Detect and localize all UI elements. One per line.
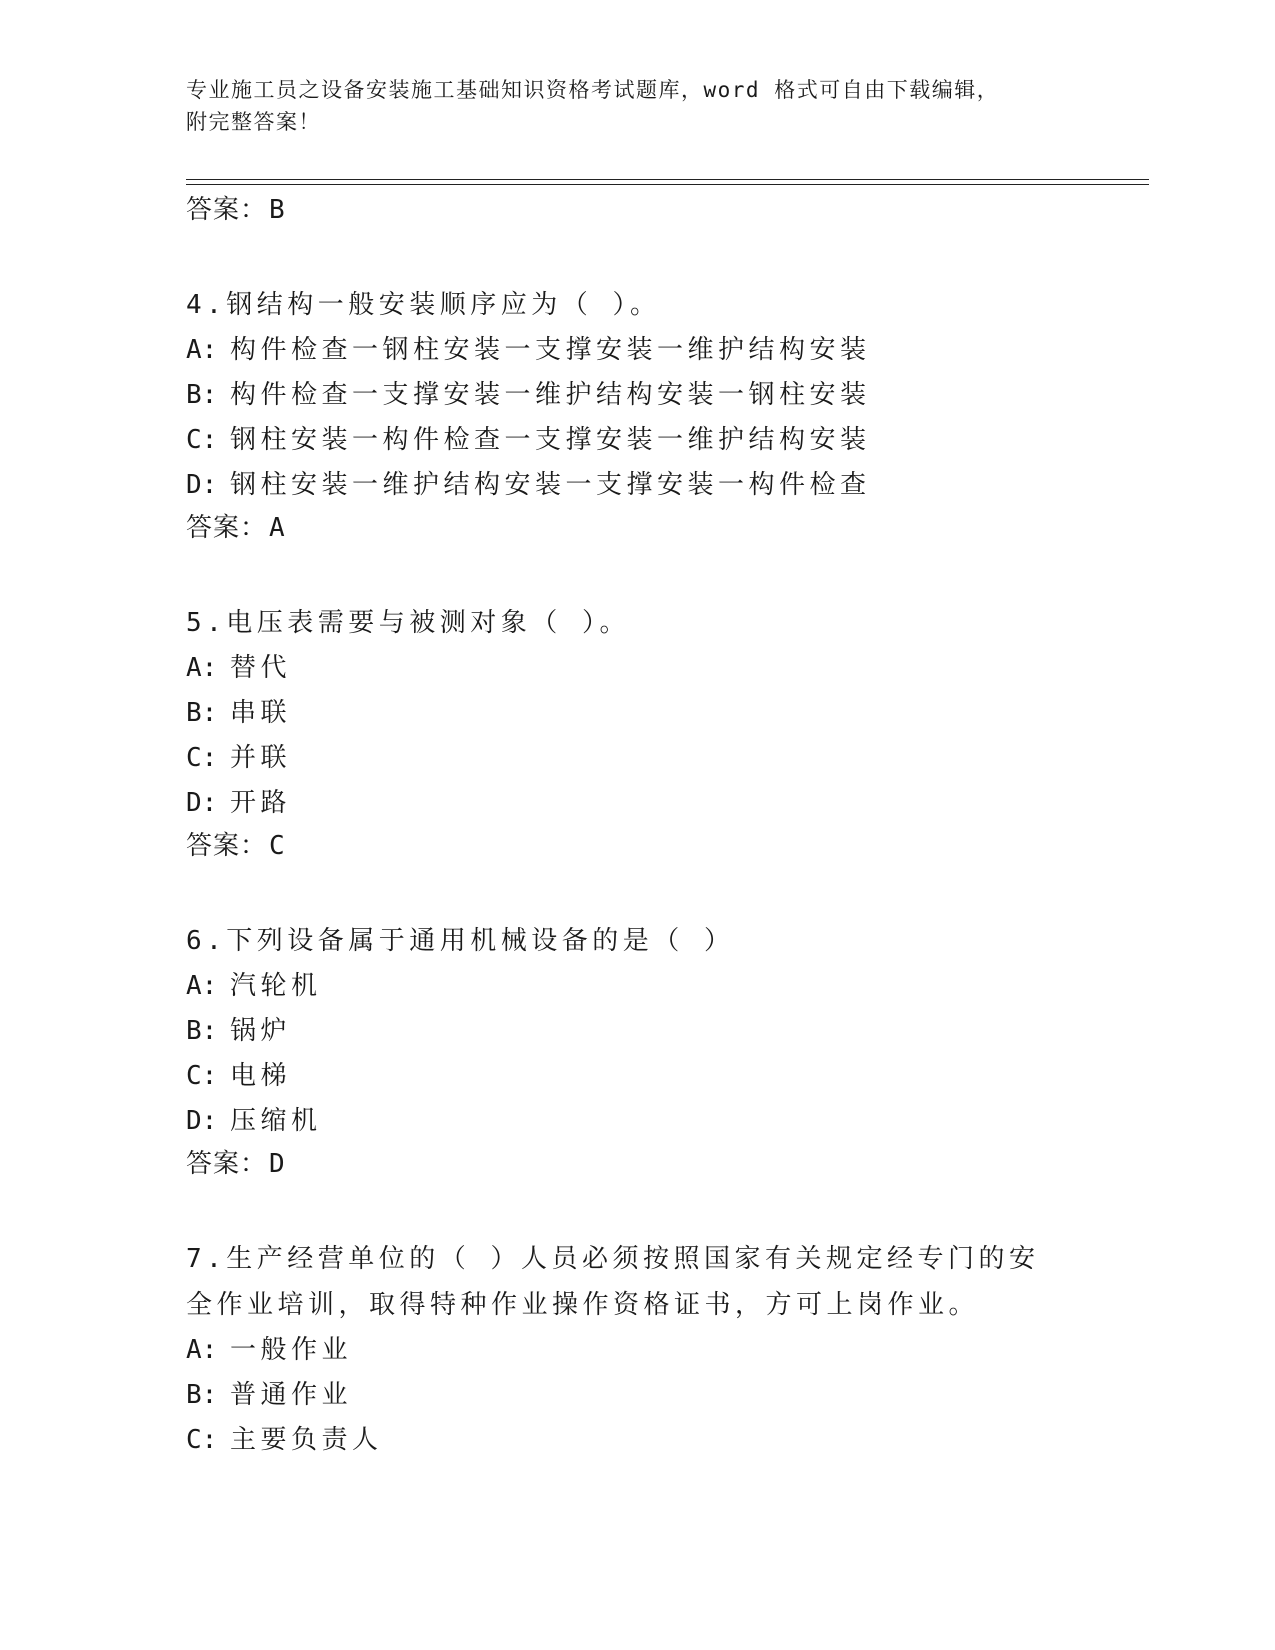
option-text: 构件检查一支撑安装一维护结构安装一钢柱安装 bbox=[230, 380, 871, 410]
header-line-2: 附完整答案！ bbox=[186, 110, 321, 134]
option-a bbox=[186, 1328, 1086, 1373]
option-a bbox=[186, 646, 1086, 691]
option-d bbox=[186, 781, 1086, 826]
answer-value: C bbox=[269, 831, 286, 861]
option-c bbox=[186, 1418, 1086, 1463]
option-text: 汽轮机 bbox=[230, 971, 322, 1001]
option-text: 压缩机 bbox=[230, 1106, 322, 1136]
answer-label: 答案： bbox=[186, 1149, 268, 1179]
question-stem: 7.生产经营单位的（ ）人员必须按照国家有关规定经专门的安全作业培训，取得特种作业操作资格证书，方可上岗作业。 bbox=[186, 1244, 1040, 1320]
header-line-1: 专业施工员之设备安装施工基础知识资格考试题库，word 格式可自由下载编辑， bbox=[186, 78, 1000, 102]
option-text: 锅炉 bbox=[230, 1016, 292, 1046]
option-key: C: bbox=[186, 425, 218, 455]
option-key: A: bbox=[186, 1335, 218, 1365]
option-key: D: bbox=[186, 470, 218, 500]
option-text: 钢柱安装一构件检查一支撑安装一维护结构安装 bbox=[230, 425, 871, 455]
question-block bbox=[186, 1236, 1086, 1463]
question-block bbox=[186, 282, 1086, 548]
option-text: 串联 bbox=[230, 698, 292, 728]
question-stem: 5.电压表需要与被测对象（ ）。 bbox=[186, 608, 630, 638]
spacer bbox=[186, 866, 1086, 918]
option-text: 钢柱安装一维护结构安装一支撑安装一构件检查 bbox=[230, 470, 871, 500]
option-key: D: bbox=[186, 788, 218, 818]
answer-line bbox=[186, 190, 1086, 230]
option-text: 构件检查一钢柱安装一支撑安装一维护结构安装 bbox=[230, 335, 871, 365]
option-text: 电梯 bbox=[230, 1061, 292, 1091]
answer-line bbox=[186, 826, 1086, 866]
answer-label: 答案： bbox=[186, 195, 268, 225]
option-text: 一般作业 bbox=[230, 1335, 353, 1365]
spacer bbox=[186, 1184, 1086, 1236]
question-stem: 6.下列设备属于通用机械设备的是（ ） bbox=[186, 926, 735, 956]
question-list bbox=[186, 190, 1086, 1463]
option-c bbox=[186, 736, 1086, 781]
option-key: B: bbox=[186, 380, 218, 410]
option-b bbox=[186, 1373, 1086, 1418]
answer-value: B bbox=[269, 195, 286, 225]
option-key: B: bbox=[186, 1016, 218, 1046]
option-a bbox=[186, 328, 1086, 373]
option-key: C: bbox=[186, 743, 218, 773]
option-c bbox=[186, 1054, 1086, 1099]
option-c bbox=[186, 418, 1086, 463]
option-b bbox=[186, 1009, 1086, 1054]
option-d bbox=[186, 1099, 1086, 1144]
option-text: 替代 bbox=[230, 653, 292, 683]
answer-label: 答案： bbox=[186, 831, 268, 861]
question-block bbox=[186, 600, 1086, 866]
question-stem: 4.钢结构一般安装顺序应为（ ）。 bbox=[186, 290, 661, 320]
spacer bbox=[186, 230, 1086, 282]
header-divider-bottom bbox=[186, 184, 1149, 185]
option-text: 开路 bbox=[230, 788, 292, 818]
option-key: A: bbox=[186, 335, 218, 365]
option-text: 并联 bbox=[230, 743, 292, 773]
answer-line bbox=[186, 508, 1086, 548]
option-key: C: bbox=[186, 1061, 218, 1091]
option-d bbox=[186, 463, 1086, 508]
option-b bbox=[186, 373, 1086, 418]
answer-line bbox=[186, 1144, 1086, 1184]
option-key: C: bbox=[186, 1425, 218, 1455]
header-divider-top bbox=[186, 179, 1149, 180]
option-key: B: bbox=[186, 698, 218, 728]
document-header bbox=[186, 74, 1086, 138]
answer-value: D bbox=[269, 1149, 286, 1179]
option-key: A: bbox=[186, 971, 218, 1001]
option-text: 普通作业 bbox=[230, 1380, 353, 1410]
option-key: D: bbox=[186, 1106, 218, 1136]
spacer bbox=[186, 548, 1086, 600]
answer-label: 答案： bbox=[186, 513, 268, 543]
option-a bbox=[186, 964, 1086, 1009]
option-key: A: bbox=[186, 653, 218, 683]
answer-value: A bbox=[269, 513, 286, 543]
question-block bbox=[186, 918, 1086, 1184]
option-key: B: bbox=[186, 1380, 218, 1410]
option-text: 主要负责人 bbox=[230, 1425, 383, 1455]
option-b bbox=[186, 691, 1086, 736]
